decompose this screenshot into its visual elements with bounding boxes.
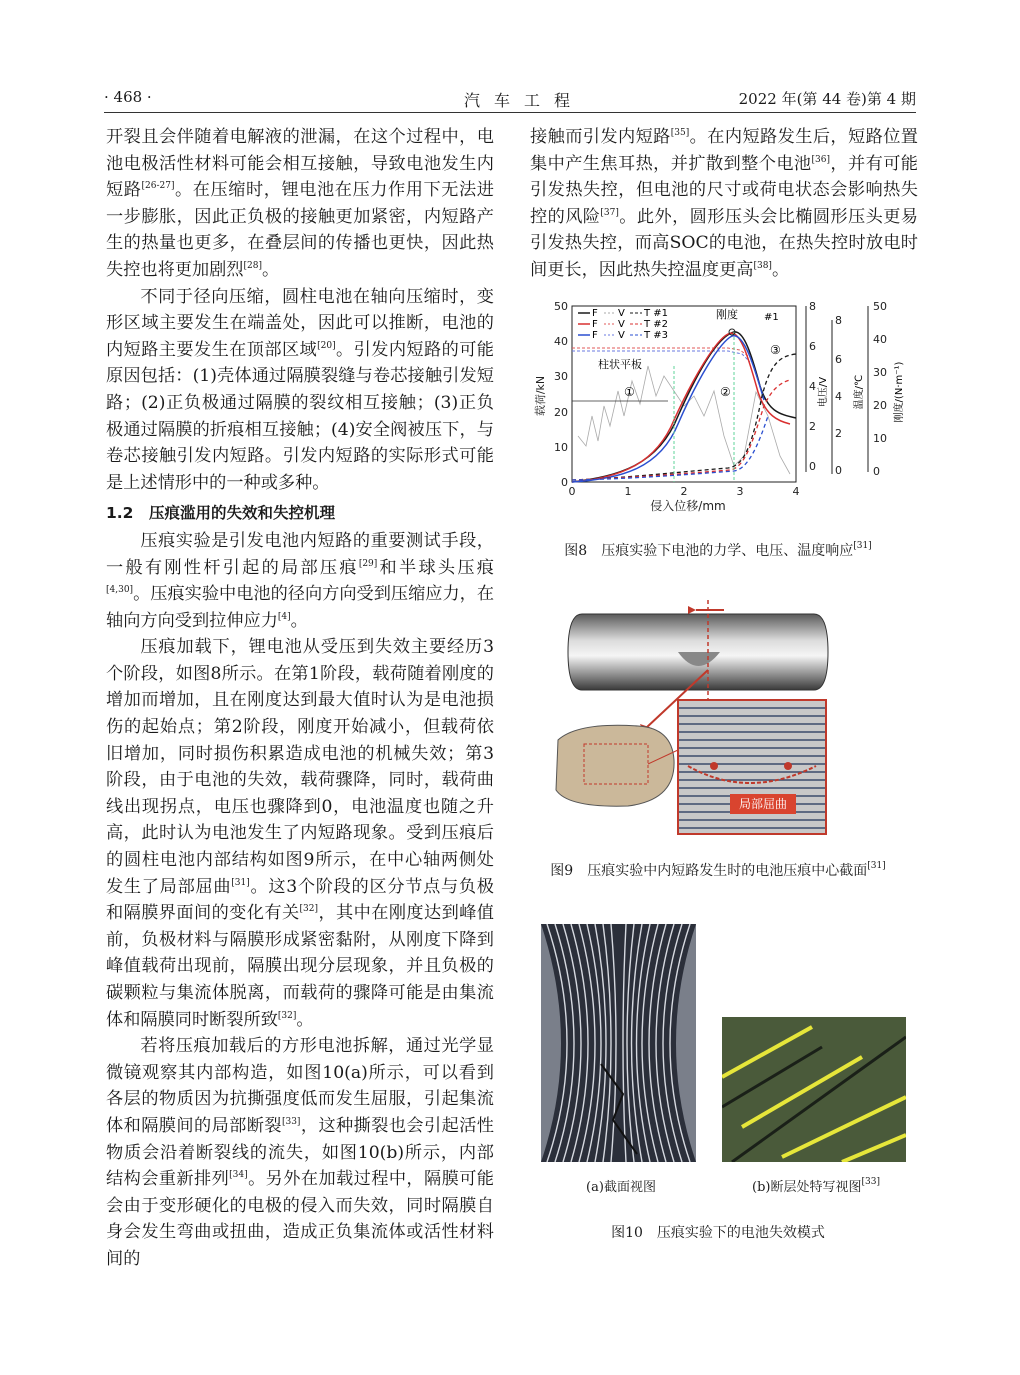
- y-axis-label: 载荷/kN: [534, 375, 547, 417]
- paragraph: 若将压痕加载后的方形电池拆解，通过光学显微镜观察其内部构造，如图10(a)所示，可以看到各层的物质因为抗撕强度低而发生屈服，引起集流体和隔膜间的局部断裂[33]，这种撕裂也会引起活性物质会沿着断裂线的流失，如图10(b)所示，内部结构会重新排列[34]。另外在加载过程中，隔膜可能会由于变形硬化的电极的侵入而失效，同时隔膜自身会发生弯曲或扭曲，造成正负集流体或活性材料间的: [106, 1036, 494, 1269]
- figure-10-caption: 图10 压痕实验下的电池失效模式: [611, 1225, 825, 1241]
- svg-text:T #3: T #3: [644, 330, 669, 341]
- tick-label: 30: [873, 366, 887, 379]
- figure-9-image: [548, 600, 900, 836]
- stiffness-axis-label: 刚度/(N·m⁻¹): [894, 361, 905, 423]
- paragraph: 压痕加载下，锂电池从受压到失效主要经历3个阶段，如图8所示。在第1阶段，载荷随着刚度的增加而增加，且在刚度达到最大值时认为是电池损伤的起始点；第2阶段，刚度开始减小，但载荷依旧增加，同时损伤积累造成电池的机械失效；第3阶段，由于电池的失效，载荷骤降，同时，载荷曲线出现拐点，电压也骤降到0，电池温度也随之升高，此时认为电池发生了内短路现象。受到压痕后的圆柱电池内部结构如图9所示，在中心轴两侧处发生了局部屈曲[31]。这3个阶段的区分节点与负极和隔膜界面间的变化有关[32]，其中在刚度达到峰值前，负极材料与隔膜形成紧密黏附，从刚度下降到峰值载荷出现前，隔膜出现分层现象，并且负极的碳颗粒与集流体脱离，而载荷的骤降可能是由集流体和隔膜同时断裂所致[32]。: [106, 637, 494, 1030]
- tick-label: 0: [873, 465, 880, 478]
- figure-10a-image: [541, 924, 696, 1162]
- temperature-curve: [572, 416, 768, 480]
- figure-8-caption: 图8 压痕实验下电池的力学、电压、温度响应[31]: [564, 541, 872, 559]
- tick-label: 0: [809, 460, 816, 473]
- tick-label: 20: [554, 406, 568, 419]
- tick-label: 4: [809, 380, 816, 393]
- tick-label: 6: [809, 340, 816, 353]
- page-header: [104, 88, 916, 112]
- svg-text:F: F: [592, 308, 598, 319]
- svg-text:T #1: T #1: [644, 308, 669, 319]
- page-number: · 468 ·: [104, 88, 152, 106]
- tick-label: 30: [554, 370, 568, 383]
- tick-label: 20: [873, 399, 887, 412]
- svg-text:F: F: [592, 319, 598, 330]
- annotation: 刚度: [716, 308, 738, 321]
- left-column: [106, 124, 494, 1273]
- tick-label: 0: [568, 485, 576, 498]
- svg-text:V: V: [618, 308, 625, 319]
- tick-label: 2: [680, 485, 688, 498]
- svg-text:V: V: [618, 319, 625, 330]
- figure-8-chart: [528, 296, 908, 522]
- svg-text:F: F: [592, 330, 598, 341]
- figure-9-caption: 图9 压痕实验中内短路发生时的电池压痕中心截面[31]: [550, 861, 886, 879]
- tick-label: 8: [835, 314, 842, 327]
- tick-label: 0: [835, 464, 842, 477]
- legend: [578, 308, 668, 341]
- annotation: ③: [770, 343, 781, 357]
- tick-label: 50: [554, 300, 568, 313]
- voltage-axis-label: 电压/V: [818, 376, 829, 408]
- tick-label: 10: [873, 432, 887, 445]
- paragraph: 开裂且会伴随着电解液的泄漏，在这个过程中，电池电极活性材料可能会相互接触，导致电池发生内短路[26-27]。在压缩时，锂电池在压力作用下无法进一步膨胀，因此正负极的接触更加紧密，内短路产生的热量也更多，在叠层间的传播也更快，因此热失控也将更加剧烈[28]。: [106, 127, 494, 280]
- annotation: ②: [720, 385, 731, 399]
- force-curve: [572, 332, 796, 482]
- right-column: [530, 124, 918, 284]
- buckling-label: 局部屈曲: [738, 797, 788, 811]
- svg-text:V: V: [618, 330, 625, 341]
- tick-label: 2: [835, 427, 842, 440]
- tick-label: 8: [809, 300, 816, 313]
- annotation: #1: [764, 312, 779, 323]
- temp-axis-label: 温度/℃: [854, 374, 865, 410]
- figure-10b-image: [722, 1017, 906, 1162]
- tick-label: 50: [873, 300, 887, 313]
- voltage-curve: [572, 348, 748, 356]
- tick-label: 4: [835, 390, 842, 403]
- x-axis-label: 侵入位移/mm: [650, 499, 726, 513]
- tick-label: 4: [792, 485, 800, 498]
- tick-label: 40: [873, 333, 887, 346]
- tick-label: 10: [554, 441, 568, 454]
- figure-10a-caption: (a)截面视图: [586, 1180, 656, 1195]
- annotation: ①: [624, 385, 635, 399]
- tick-label: 3: [736, 485, 744, 498]
- temperature-curve: [572, 354, 796, 480]
- paragraph: 接触而引发内短路[35]。在内短路发生后，短路位置集中产生焦耳热，并扩散到整个电池[36]，并有可能引发热失控，但电池的尺寸或荷电状态会影响热失控的风险[37]。此外，圆形压头会比椭圆形压头更易引发热失控，而高SOC的电池，在热失控时放电时间更长，因此热失控温度更高[38]。: [530, 127, 918, 280]
- tick-label: 1: [624, 485, 632, 498]
- tick-label: 0: [561, 476, 568, 489]
- section-heading: 1.2 压痕滥用的失效和失控机理: [106, 504, 335, 523]
- issue-info: 2022 年(第 44 卷)第 4 期: [738, 90, 916, 108]
- tick-label: 40: [554, 335, 568, 348]
- annotation: 柱状平板: [598, 358, 642, 371]
- header-rule: [104, 112, 916, 113]
- svg-text:T #2: T #2: [644, 319, 669, 330]
- figure-10b-caption: (b)断层处特写视图[33]: [752, 1177, 880, 1195]
- tick-label: 6: [835, 353, 842, 366]
- paragraph: 压痕实验是引发电池内短路的重要测试手段，一般有刚性杆引起的局部压痕[29]和半球头压痕[4,30]。压痕实验中电池的径向方向受到压缩应力，在轴向方向受到拉伸应力[4]。: [106, 530, 495, 631]
- tick-label: 2: [809, 420, 816, 433]
- paragraph: 不同于径向压缩，圆柱电池在轴向压缩时，变形区域主要发生在端盖处，因此可以推断，电池的内短路主要发生在顶部区域[20]。引发内短路的可能原因包括：(1)壳体通过隔膜裂缝与卷芯接触引发短路；(2)正负极通过隔膜的裂纹相互接触；(3)正负极通过隔膜的折痕相互接触；(4)安全阀被压下，与卷芯接触引发内短路。引发内短路的实际形式可能是上述情形中的一种或多种。: [106, 286, 494, 493]
- journal-name: 汽车工程: [464, 91, 585, 110]
